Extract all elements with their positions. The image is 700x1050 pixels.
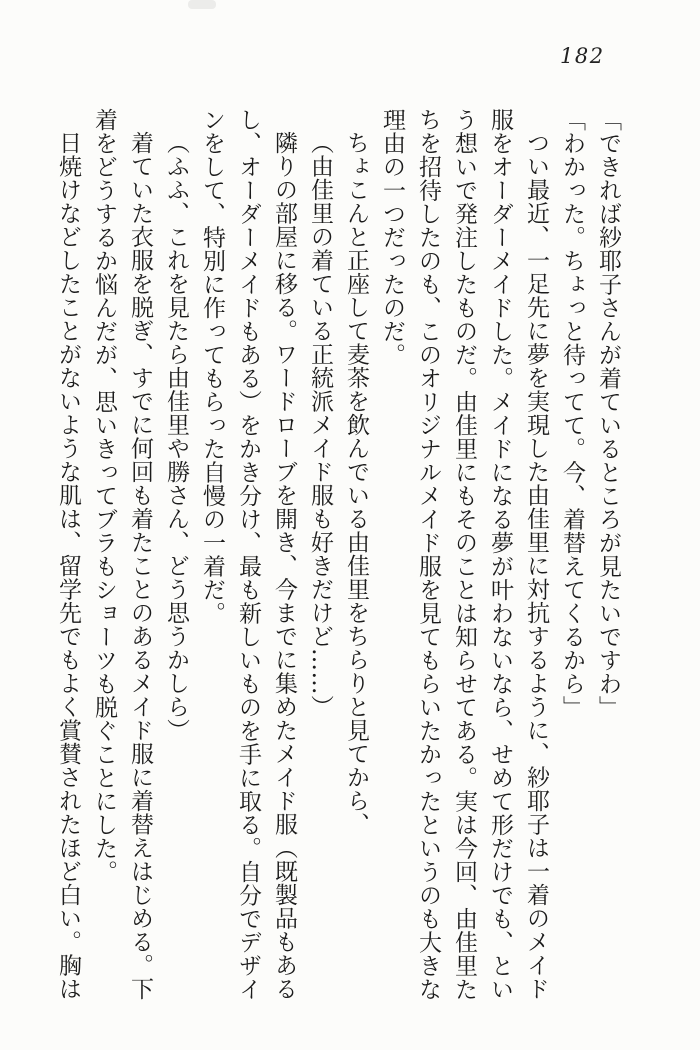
page-number: 182 xyxy=(560,44,605,68)
dialogue-line-1: 「できれば紗耶子さんが着ているところが見たいですわ」 xyxy=(595,108,621,719)
narration-paragraph-3: 隣りの部屋に移る。ワードローブを開き、今までに集めたメイド服（既製品もあるし、オーダーメイドもある）をかき分け、最も新しいものを手に取る。自分でデザインをして、特別に作ってもらった自慢の一着だ。 xyxy=(199,108,297,1001)
thought-line-1: （由佳里の着ている正統派メイド服も好きだけど……） xyxy=(307,131,333,719)
narration-paragraph-5: 日焼けなどしたことがないような肌は、留学先でもよく賞賛されたほど白い。胸は xyxy=(55,131,81,1001)
thought-line-2: （ふふ、これを見たら由佳里や勝さん、どう思うかしら） xyxy=(163,131,189,742)
narration-paragraph-2: ちょこんと正座して麦茶を飲んでいる由佳里をちらりと見てから、 xyxy=(343,131,369,836)
scan-smudge xyxy=(188,0,216,9)
vertical-text-block xyxy=(50,108,626,1002)
narration-paragraph-4: 着ていた衣服を脱ぎ、すでに何回も着たことのあるメイド服に着替えはじめる。下着をどうするか悩んだが、思いきってブラもショーツも脱ぐことにした。 xyxy=(91,108,153,1001)
narration-paragraph-1: つい最近、一足先に夢を実現した由佳里に対抗するように、紗耶子は一着のメイド服をオーダーメイドした。メイドになる夢が叶わないなら、せめて形だけでも、という想いで発注したものだ。由佳里にもそのことは知らせてある。実は今回、由佳里たちを招待したのも、このオリジナルメイド服を見てもらいたかったというのも大きな理由の一つだったのだ。 xyxy=(379,108,549,1001)
dialogue-line-2: 「わかった。ちょっと待ってて。今、着替えてくるから」 xyxy=(559,108,585,719)
